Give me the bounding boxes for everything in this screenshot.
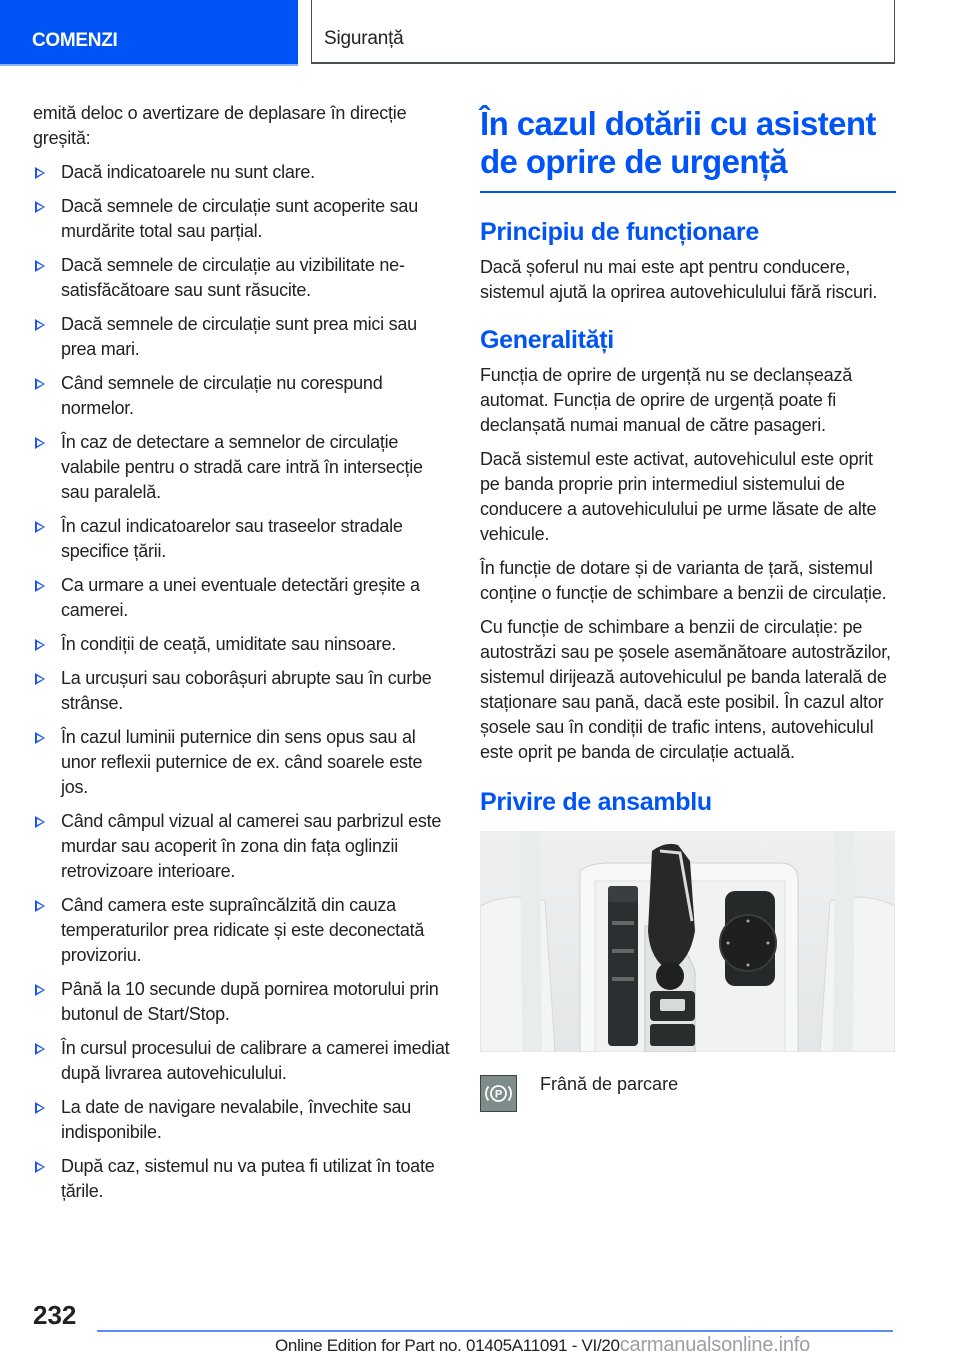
list-item: În caz de detectare a semnelor de circulație valabile pentru o stradă care intră în intersecție sau paralelă. — [33, 430, 453, 505]
triangle-bullet-icon — [35, 437, 45, 449]
footer-divider — [97, 1330, 893, 1332]
list-item: După caz, sistemul nu va putea fi utilizat în toate țările. — [33, 1154, 453, 1204]
triangle-bullet-icon — [35, 816, 45, 828]
paragraph: Funcția de oprire de urgență nu se declanșează automat. Funcția de oprire de urgență poate fi declanșată numai manual de către pasageri. — [480, 365, 853, 435]
left-column — [33, 101, 453, 1213]
list-item: Până la 10 secunde după pornirea motorului prin butonul de Start/Stop. — [33, 977, 453, 1027]
chapter-title: Siguranță — [324, 28, 404, 49]
triangle-bullet-icon — [35, 378, 45, 390]
triangle-bullet-icon — [35, 984, 45, 996]
paragraph: Cu funcție de schimbare a benzii de circulație: pe autostrăzi sau pe șosele asemănătoare autostrăzilor, sistemul dirijează autovehiculul pe banda laterală de staționare sau pană, dacă este posibil. În cazul altor șosele sau în condiții de trafic intens, autovehiculul este oprit pe banda de circulație actuală. — [480, 617, 891, 762]
limitations-list — [33, 160, 453, 1204]
triangle-bullet-icon — [35, 900, 45, 912]
triangle-bullet-icon — [35, 319, 45, 331]
section-tab — [0, 0, 298, 66]
triangle-bullet-icon — [35, 1102, 45, 1114]
triangle-bullet-icon — [35, 1161, 45, 1173]
chapter-title-box — [311, 0, 895, 64]
right-column — [480, 101, 896, 1116]
heading-principle: Principiu de funcționare — [480, 218, 759, 246]
list-item: Dacă indicatoarele nu sunt clare. — [33, 160, 453, 185]
list-item: Ca urmare a unei eventuale detectări greșite a camerei. — [33, 573, 453, 623]
legend-label: Frână de parcare — [540, 1074, 679, 1094]
triangle-bullet-icon — [35, 732, 45, 744]
parking-brake-icon — [480, 1075, 517, 1112]
list-item: În cazul indicatoarelor sau traseelor stradale specifice țării. — [33, 514, 453, 564]
center-console-illustration — [480, 831, 895, 1052]
section-tab-label: COMENZI — [32, 30, 118, 51]
triangle-bullet-icon — [35, 673, 45, 685]
list-item: Dacă semnele de circulație sunt prea mici sau prea mari. — [33, 312, 453, 362]
list-item: În condiții de ceață, umiditate sau ninsoare. — [33, 632, 453, 657]
intro-paragraph: emită deloc o avertizare de deplasare în direcție greșită: — [33, 103, 407, 148]
svg-text:P: P — [494, 1088, 503, 1101]
triangle-bullet-icon — [35, 521, 45, 533]
triangle-bullet-icon — [35, 167, 45, 179]
list-item: În cursul procesului de calibrare a camerei imediat după livrarea autovehiculului. — [33, 1036, 453, 1086]
center-console-figure — [480, 831, 895, 1052]
footer-edition — [275, 1334, 810, 1357]
list-item: Când semnele de circulație nu corespund normelor. — [33, 371, 453, 421]
edition-text: Online Edition for Part no. 01405A11091 - VI/20 — [275, 1336, 620, 1355]
figure-legend-row — [480, 1072, 896, 1116]
watermark: carmanualsonline.info — [619, 1334, 811, 1356]
paragraph: Dacă sistemul este activat, autovehiculul este oprit pe banda proprie prin intermediul sistemului de conducere a autovehiculului pe urme lăsate de alte vehicule. — [480, 449, 877, 544]
list-item: Când camera este supraîncălzită din cauza temperaturilor prea ridicate și este deconectată provizoriu. — [33, 893, 453, 968]
heading-overview: Privire de ansamblu — [480, 788, 712, 816]
triangle-bullet-icon — [35, 260, 45, 272]
list-item: Dacă semnele de circulație sunt acoperite sau murdărite total sau parțial. — [33, 194, 453, 244]
triangle-bullet-icon — [35, 580, 45, 592]
list-item: Dacă semnele de circulație au vizibilitate nesatisfăcătoare sau sunt răsucite. — [33, 253, 453, 303]
triangle-bullet-icon — [35, 201, 45, 213]
page-number: 232 — [33, 1300, 77, 1330]
list-item: Când câmpul vizual al camerei sau parbrizul este murdar sau acoperit în zona din fața oglinzii retrovizoare interioare. — [33, 809, 453, 884]
triangle-bullet-icon — [35, 639, 45, 651]
paragraph: Dacă șoferul nu mai este apt pentru conducere, sistemul ajută la oprirea autovehiculului fără riscuri. — [480, 257, 878, 302]
list-item: La urcușuri sau coborâșuri abrupte sau în curbe strânse. — [33, 666, 453, 716]
parking-brake-glyph-icon — [481, 1076, 516, 1111]
section-title: În cazul dotării cu asistent de oprire de urgență — [480, 105, 896, 193]
paragraph: În funcție de dotare și de varianta de țară, sistemul conține o funcție de schimbare a benzii de circulație. — [480, 558, 887, 603]
heading-general: Generalități — [480, 326, 614, 354]
list-item: În cazul luminii puternice din sens opus sau al unor reflexii puternice de ex. când soarele este jos. — [33, 725, 453, 800]
list-item: La date de navigare nevalabile, învechite sau indisponibile. — [33, 1095, 453, 1145]
triangle-bullet-icon — [35, 1043, 45, 1055]
